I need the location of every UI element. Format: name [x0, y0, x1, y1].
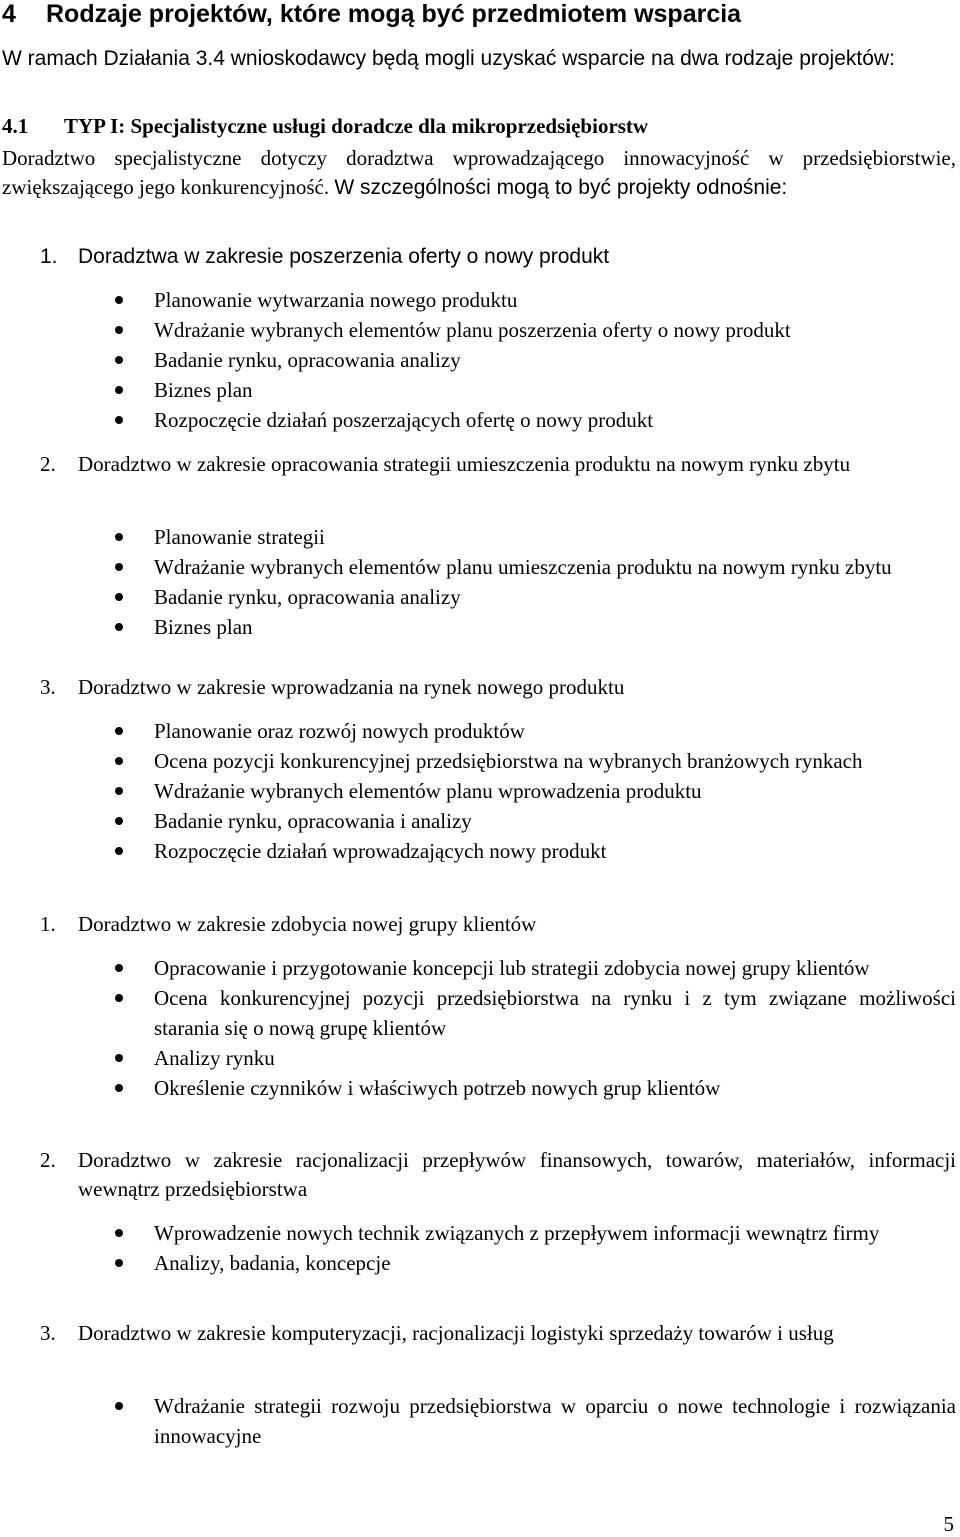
bullet-item: Badanie rynku, opracowania i analizy [112, 806, 956, 836]
numbered-item-title: Doradztwo w zakresie racjonalizacji przepływów finansowych, towarów, materiałów, informacji wewnątrz przedsiębiorstwa [78, 1148, 956, 1201]
bullet-list [112, 1218, 956, 1278]
numbered-item-title: Doradztwa w zakresie poszerzenia oferty o nowy produkt [78, 245, 610, 268]
numbered-item [40, 1146, 956, 1204]
numbered-item [40, 450, 956, 479]
numbered-item [40, 242, 956, 271]
bullet-item: Rozpoczęcie działań poszerzających ofertę o nowy produkt [112, 405, 956, 435]
numbered-item [40, 910, 956, 939]
section-heading-number: 4 [2, 0, 16, 28]
numbered-item-number: 2. [40, 1148, 56, 1172]
page-number: 5 [943, 1512, 954, 1536]
bullet-item: Wdrażanie wybranych elementów planu umieszczenia produktu na nowym rynku zbytu [112, 552, 956, 582]
numbered-item-number: 2. [40, 452, 56, 476]
section-heading [2, 0, 741, 29]
numbered-item-title: Doradztwo w zakresie zdobycia nowej grupy klientów [78, 912, 537, 936]
bullet-item: Analizy rynku [112, 1043, 956, 1073]
bullet-item: Opracowanie i przygotowanie koncepcji lub strategii zdobycia nowej grupy klientów [112, 953, 956, 983]
bullet-list [112, 953, 956, 1103]
bullet-item: Wprowadzenie nowych technik związanych z przepływem informacji wewnątrz firmy [112, 1218, 956, 1248]
bullet-item: Ocena pozycji konkurencyjnej przedsiębiorstwa na wybranych branżowych rynkach [112, 746, 956, 776]
subsection-heading-number: 4.1 [2, 114, 29, 138]
bullet-item: Biznes plan [112, 375, 956, 405]
numbered-item-number: 3. [40, 1321, 56, 1345]
numbered-item-title: Doradztwo w zakresie komputeryzacji, racjonalizacji logistyki sprzedaży towarów i usług [78, 1321, 834, 1345]
bullet-list [112, 285, 956, 435]
bullet-item: Określenie czynników i właściwych potrzeb nowych grup klientów [112, 1073, 956, 1103]
bullet-item: Ocena konkurencyjnej pozycji przedsiębiorstwa na rynku i z tym związane możliwości starania się o nową grupę klientów [112, 983, 956, 1043]
numbered-item-number: 3. [40, 675, 56, 699]
subsection-paragraph [2, 144, 956, 202]
bullet-item: Wdrażanie wybranych elementów planu wprowadzenia produktu [112, 776, 956, 806]
numbered-item-title: Doradztwo w zakresie opracowania strategii umieszczenia produktu na nowym rynku zbytu [78, 452, 851, 476]
intro-paragraph: W ramach Działania 3.4 wnioskodawcy będą mogli uzyskać wsparcie na dwa rodzaje projektów: [2, 47, 895, 70]
paragraph-part-1: Doradztwo specjalistyczne dotyczy doradztwa wprowadzającego innowacyjność w przedsiębiorstwie, zwiększającego jego konkurencyjność. [2, 146, 956, 199]
numbered-item-number: 1. [40, 912, 56, 936]
bullet-item: Wdrażanie wybranych elementów planu poszerzenia oferty o nowy produkt [112, 315, 956, 345]
bullet-item: Wdrażanie strategii rozwoju przedsiębiorstwa w oparciu o nowe technologie i rozwiązania innowacyjne [112, 1391, 956, 1451]
paragraph-part-2: W szczególności mogą to być projekty odnośnie: [334, 176, 788, 199]
bullet-item: Badanie rynku, opracowania analizy [112, 345, 956, 375]
bullet-item: Badanie rynku, opracowania analizy [112, 582, 956, 612]
bullet-item: Planowanie oraz rozwój nowych produktów [112, 716, 956, 746]
numbered-item-title: Doradztwo w zakresie wprowadzania na rynek nowego produktu [78, 675, 625, 699]
bullet-item: Biznes plan [112, 612, 956, 642]
bullet-item: Rozpoczęcie działań wprowadzających nowy produkt [112, 836, 956, 866]
subsection-heading [2, 114, 648, 139]
numbered-item [40, 673, 956, 702]
subsection-heading-title: TYP I: Specjalistyczne usługi doradcze dla mikroprzedsiębiorstw [64, 114, 649, 138]
bullet-list [112, 716, 956, 866]
bullet-list [112, 1391, 956, 1451]
bullet-item: Analizy, badania, koncepcje [112, 1248, 956, 1278]
bullet-list [112, 522, 956, 642]
section-heading-title: Rodzaje projektów, które mogą być przedmiotem wsparcia [46, 0, 742, 28]
numbered-item [40, 1319, 956, 1348]
numbered-item-number: 1. [40, 245, 58, 268]
bullet-item: Planowanie wytwarzania nowego produktu [112, 285, 956, 315]
bullet-item: Planowanie strategii [112, 522, 956, 552]
